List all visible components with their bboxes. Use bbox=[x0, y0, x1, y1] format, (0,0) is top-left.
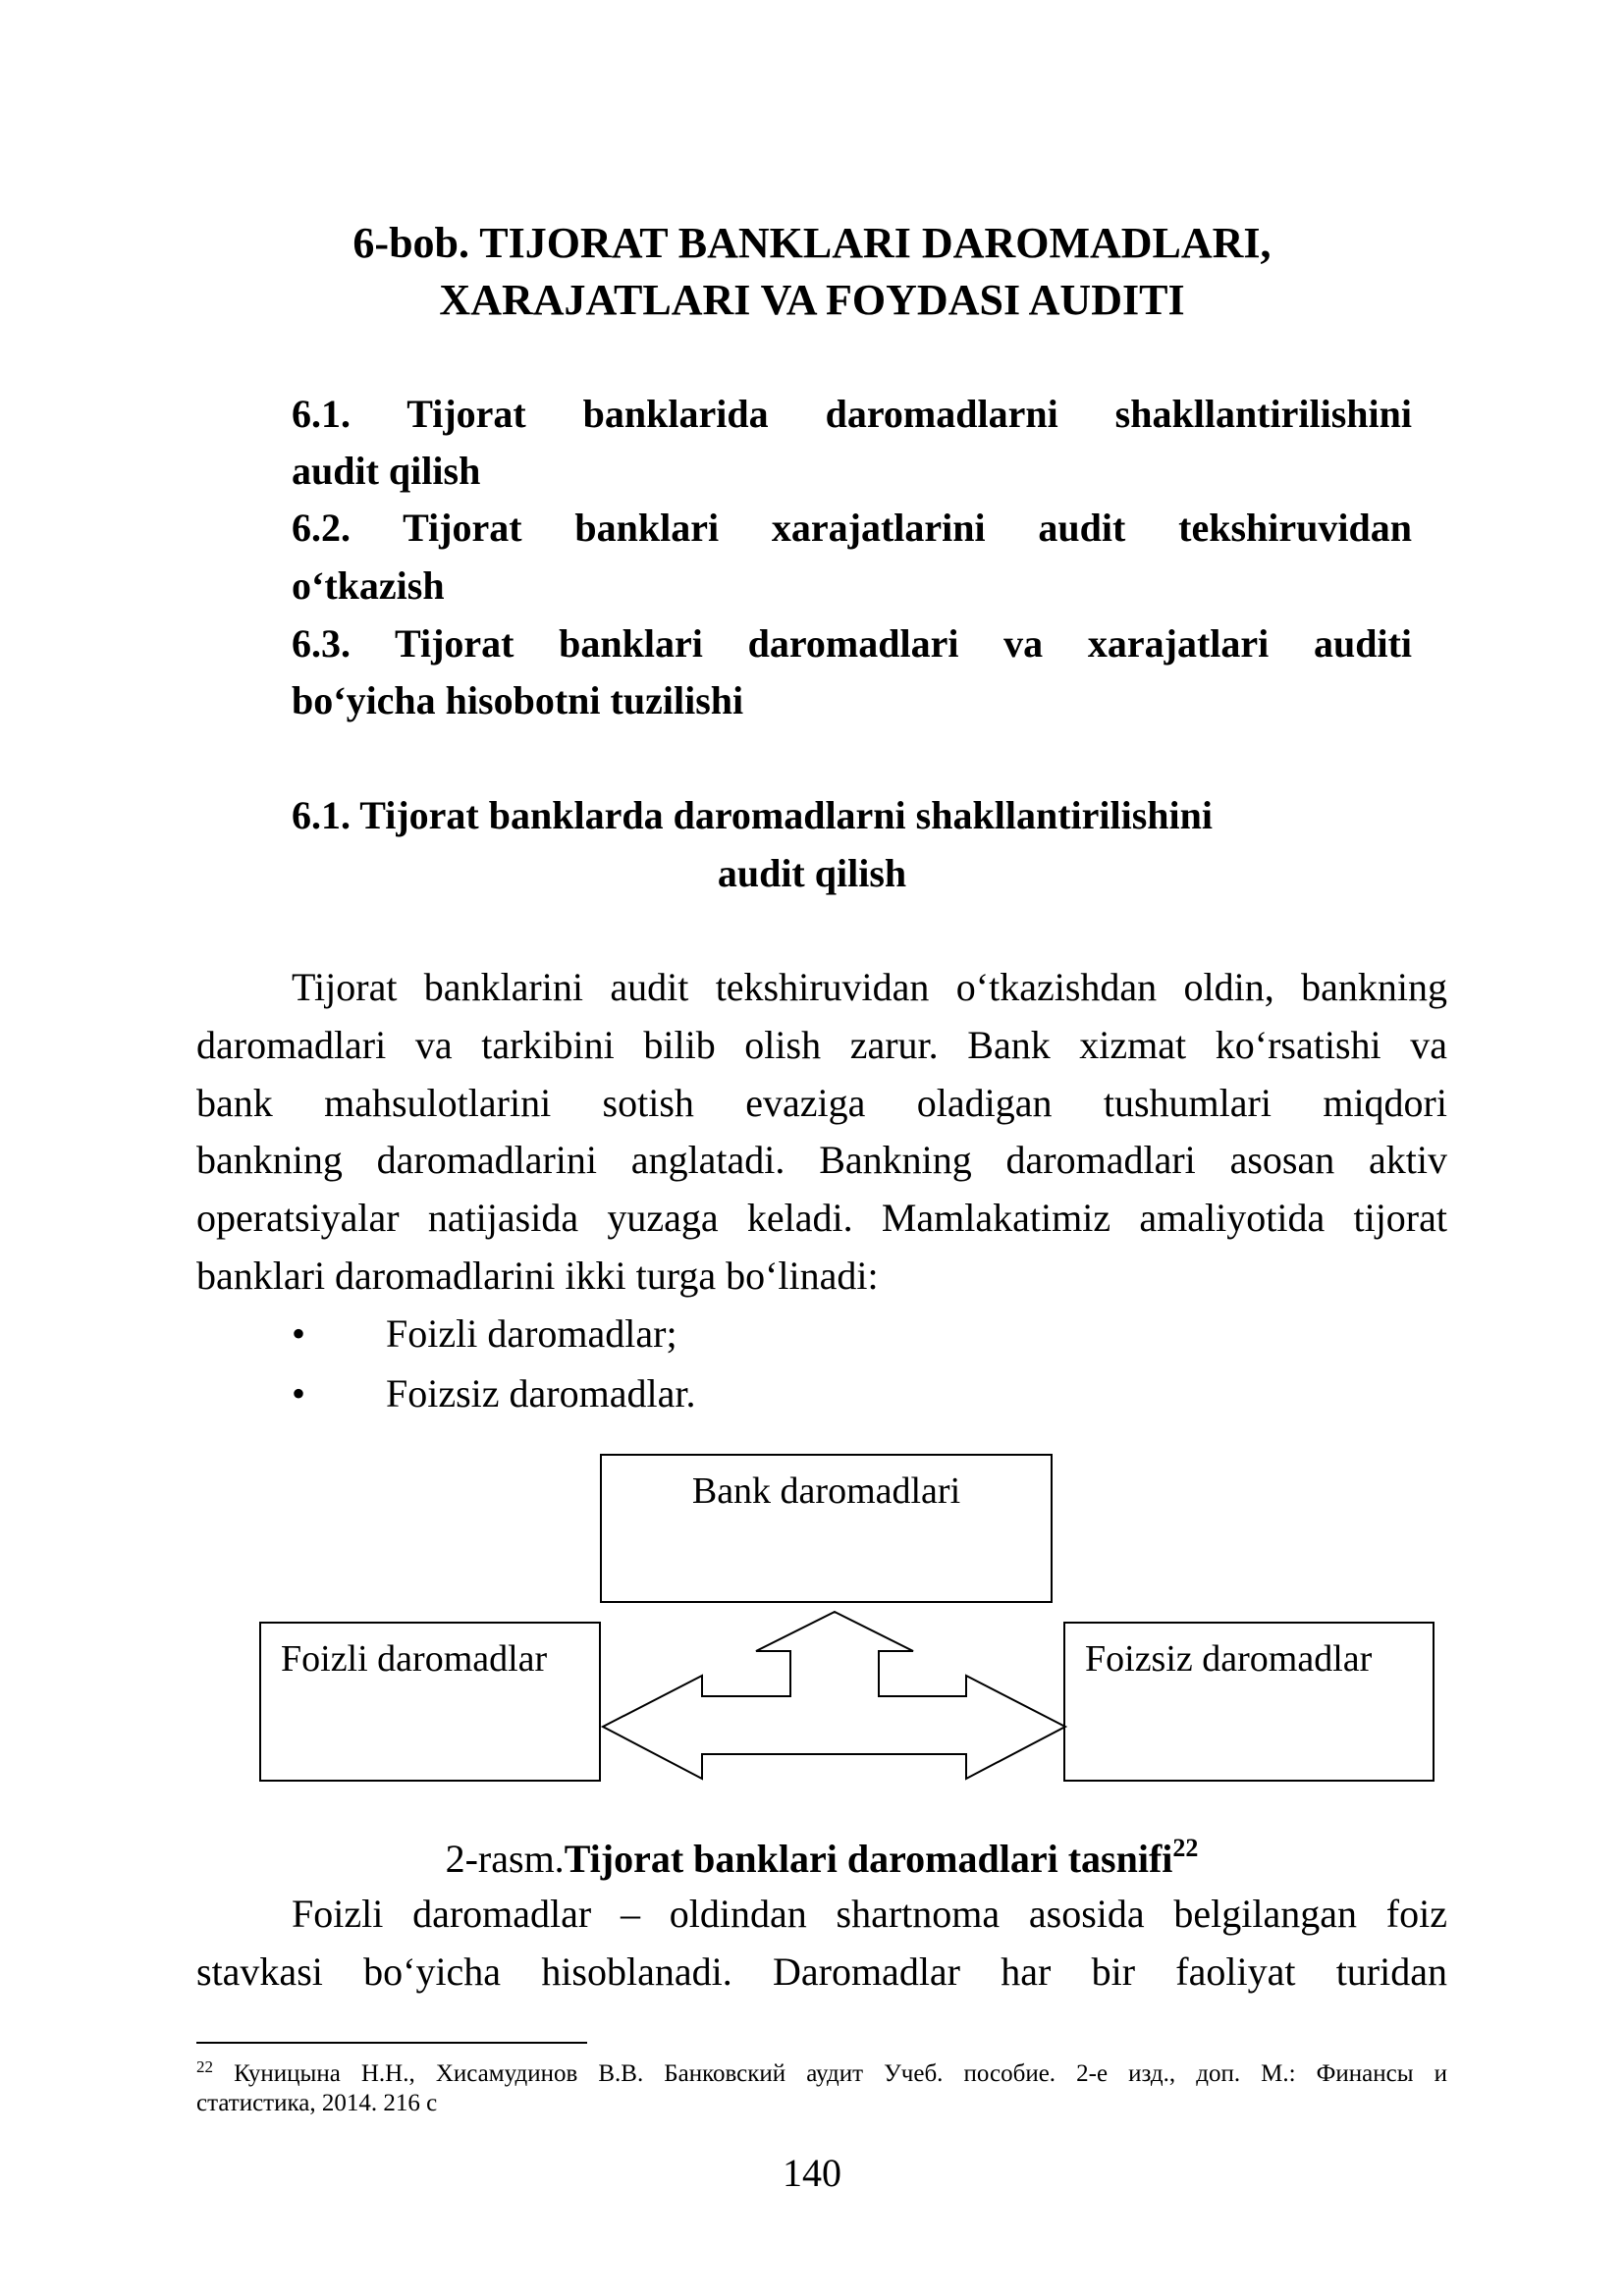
footnote-line-2: статистика, 2014. 216 с bbox=[196, 2090, 438, 2116]
bullet-marker: • bbox=[292, 1311, 306, 1356]
paragraph-1-line-4: bankning daromadlarini anglatadi. Bankning daromadlari asosan aktiv bbox=[196, 1138, 1447, 1182]
page-number: 140 bbox=[783, 2151, 841, 2195]
caption-title: Tijorat banklari daromadlari tasnifi bbox=[564, 1837, 1173, 1881]
toc-item-3-line-2: bo‘yicha hisobotni tuzilishi bbox=[292, 678, 744, 722]
paragraph-1-line-1: Tijorat banklarini audit tekshiruvidan o‘tkazishdan oldin, bankning bbox=[292, 965, 1447, 1009]
toc-item-2-line-2: o‘tkazish bbox=[292, 563, 445, 608]
diagram-label-right: Foizsiz daromadlar bbox=[1085, 1638, 1373, 1680]
section-heading-line-2: audit qilish bbox=[717, 851, 907, 895]
toc-item-3-line-1: 6.3. Tijorat banklari daromadlari va xarajatlari auditi bbox=[292, 621, 1412, 666]
footnote-text-1: Куницына Н.Н., Хисамудинов В.В. Банковский аудит Учеб. пособие. 2-е изд., доп. М.: Финансы и bbox=[234, 2060, 1448, 2087]
paragraph-2-line-1: Foizli daromadlar – oldindan shartnoma asosida belgilangan foiz bbox=[292, 1892, 1447, 1936]
bullet-marker: • bbox=[292, 1371, 306, 1415]
toc-item-1-line-1: 6.1. Tijorat banklarida daromadlarni shakllantirilishini bbox=[292, 392, 1412, 436]
paragraph-1-line-5: operatsiyalar natijasida yuzaga keladi. Mamlakatimiz amaliyotida tijorat bbox=[196, 1196, 1447, 1240]
diagram-box-top bbox=[600, 1454, 1053, 1603]
diagram-box-left bbox=[259, 1622, 601, 1782]
paragraph-1-line-2: daromadlari va tarkibini bilib olish zarur. Bank xizmat ko‘rsatishi va bbox=[196, 1023, 1447, 1067]
section-heading-line-1: 6.1. Tijorat banklarda daromadlarni shakllantirilishini bbox=[292, 793, 1214, 837]
paragraph-1-line-3: bank mahsulotlarini sotish evaziga oladigan tushumlari miqdori bbox=[196, 1081, 1447, 1125]
diagram-box-right bbox=[1063, 1622, 1435, 1782]
diagram-label-top: Bank daromadlari bbox=[691, 1470, 961, 1512]
chapter-title-line-2: XARAJATLARI VA FOYDASI AUDITI bbox=[439, 276, 1185, 324]
bullet-item-1: Foizli daromadlar; bbox=[386, 1311, 677, 1356]
footnote-line-1 bbox=[196, 2058, 1447, 2086]
toc-item-1-line-2: audit qilish bbox=[292, 449, 481, 493]
chapter-title-line-1: 6-bob. TIJORAT BANKLARI DAROMADLARI, bbox=[352, 219, 1272, 267]
footnote-divider bbox=[196, 2042, 587, 2044]
bullet-item-2: Foizsiz daromadlar. bbox=[386, 1371, 696, 1415]
caption-prefix: 2-rasm. bbox=[445, 1837, 565, 1881]
figure-caption bbox=[196, 1836, 1447, 1879]
diagram-label-left: Foizli daromadlar bbox=[281, 1638, 548, 1680]
footnote-number: 22 bbox=[196, 2057, 213, 2076]
three-way-arrow-icon bbox=[589, 1600, 1080, 1787]
toc-item-2-line-1: 6.2. Tijorat banklari xarajatlarini audit tekshiruvidan bbox=[292, 506, 1412, 550]
paragraph-2-line-2: stavkasi bo‘yicha hisoblanadi. Daromadlar har bir faoliyat turidan bbox=[196, 1949, 1447, 1994]
paragraph-1-line-6: banklari daromadlarini ikki turga bo‘linadi: bbox=[196, 1254, 879, 1298]
caption-footnote-ref: 22 bbox=[1172, 1834, 1199, 1862]
